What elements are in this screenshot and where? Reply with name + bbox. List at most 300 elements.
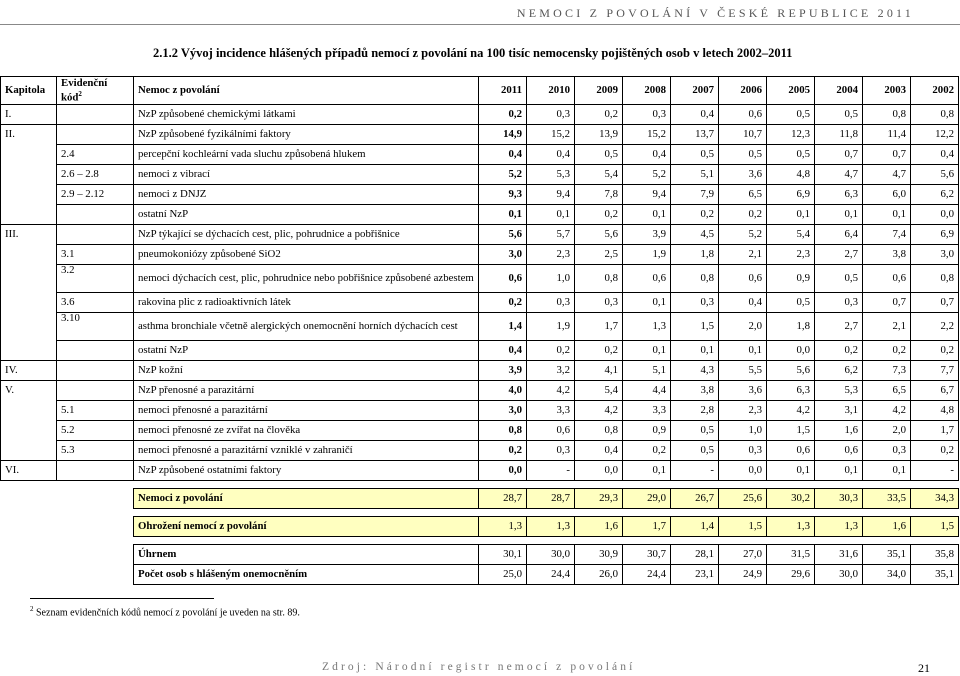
- spacer-cell: [1, 481, 959, 489]
- table-row: [1, 421, 959, 441]
- value-cell: 12,2: [911, 125, 959, 145]
- value-cell: 0,6: [719, 105, 767, 125]
- spacer-row: [1, 509, 959, 517]
- blank-cell: [1, 489, 134, 509]
- summary-value-cell: 30,2: [767, 489, 815, 509]
- table-body: [1, 77, 959, 585]
- kod-cell: 2.9 – 2.12: [57, 185, 134, 205]
- value-cell: 2,0: [863, 421, 911, 441]
- col-year: 2010: [527, 77, 575, 105]
- value-cell: 0,1: [863, 205, 911, 225]
- table-row: [1, 361, 959, 381]
- kapitola-cell: VI.: [1, 461, 57, 481]
- total-row: [1, 545, 959, 565]
- kapitola-cell: [1, 145, 57, 165]
- value-cell: 1,7: [911, 421, 959, 441]
- total-value-cell: 27,0: [719, 545, 767, 565]
- value-cell: 2,3: [767, 245, 815, 265]
- value-cell: 3,0: [479, 245, 527, 265]
- summary-value-cell: 1,4: [671, 517, 719, 537]
- value-cell: 5,2: [479, 165, 527, 185]
- kod-cell: 3.2: [57, 265, 134, 293]
- spacer-cell: [1, 509, 959, 517]
- page-number: 21: [918, 661, 930, 675]
- summary-name-cell: Ohrožení nemocí z povolání: [134, 517, 479, 537]
- total-value-cell: 24,4: [623, 565, 671, 585]
- value-cell: 6,4: [815, 225, 863, 245]
- value-cell: 0,4: [527, 145, 575, 165]
- value-cell: 4,1: [575, 361, 623, 381]
- value-cell: 0,7: [863, 145, 911, 165]
- summary-value-cell: 29,0: [623, 489, 671, 509]
- value-cell: 6,7: [911, 381, 959, 401]
- value-cell: 0,8: [911, 265, 959, 293]
- table-row: [1, 165, 959, 185]
- value-cell: 0,8: [575, 265, 623, 293]
- value-cell: 0,1: [767, 461, 815, 481]
- total-value-cell: 35,1: [863, 545, 911, 565]
- value-cell: 0,2: [527, 341, 575, 361]
- summary-value-cell: 1,3: [815, 517, 863, 537]
- table-row: [1, 441, 959, 461]
- total-value-cell: 35,1: [911, 565, 959, 585]
- kod-cell: [57, 105, 134, 125]
- header-row: [1, 77, 959, 105]
- nemoc-cell: NzP způsobené chemickými látkami: [134, 105, 479, 125]
- total-name-cell: Počet osob s hlášeným onemocněním: [134, 565, 479, 585]
- table-row: [1, 401, 959, 421]
- value-cell: 0,1: [623, 205, 671, 225]
- summary-name-cell: Nemoci z povolání: [134, 489, 479, 509]
- col-year: 2007: [671, 77, 719, 105]
- value-cell: 1,4: [479, 313, 527, 341]
- value-cell: 0,2: [479, 441, 527, 461]
- value-cell: 0,1: [623, 461, 671, 481]
- value-cell: 3,6: [719, 381, 767, 401]
- kod-cell: [57, 381, 134, 401]
- nemoc-cell: nemoci přenosné ze zvířat na člověka: [134, 421, 479, 441]
- value-cell: 0,6: [863, 265, 911, 293]
- summary-value-cell: 1,6: [575, 517, 623, 537]
- summary-value-cell: 1,3: [527, 517, 575, 537]
- value-cell: 0,8: [863, 105, 911, 125]
- col-evidencni-kod-sup: 2: [78, 89, 82, 98]
- value-cell: 0,5: [719, 145, 767, 165]
- value-cell: 3,9: [623, 225, 671, 245]
- value-cell: 0,0: [719, 461, 767, 481]
- value-cell: 1,0: [527, 265, 575, 293]
- value-cell: 0,1: [623, 293, 671, 313]
- kapitola-cell: [1, 341, 57, 361]
- value-cell: 0,9: [767, 265, 815, 293]
- col-year: 2006: [719, 77, 767, 105]
- value-cell: 15,2: [623, 125, 671, 145]
- value-cell: 0,8: [911, 105, 959, 125]
- kapitola-cell: [1, 245, 57, 265]
- value-cell: 0,4: [479, 341, 527, 361]
- value-cell: 0,1: [815, 461, 863, 481]
- value-cell: 5,5: [719, 361, 767, 381]
- value-cell: 4,5: [671, 225, 719, 245]
- value-cell: 0,2: [575, 105, 623, 125]
- value-cell: 0,1: [767, 205, 815, 225]
- value-cell: -: [527, 461, 575, 481]
- value-cell: 4,3: [671, 361, 719, 381]
- value-cell: 6,3: [815, 185, 863, 205]
- value-cell: 0,4: [479, 145, 527, 165]
- value-cell: 12,3: [767, 125, 815, 145]
- value-cell: 6,3: [767, 381, 815, 401]
- value-cell: 5,1: [623, 361, 671, 381]
- value-cell: 0,3: [719, 441, 767, 461]
- kapitola-cell: [1, 313, 57, 341]
- value-cell: 0,6: [479, 265, 527, 293]
- value-cell: 9,4: [623, 185, 671, 205]
- blank-cell: [1, 545, 134, 565]
- value-cell: 6,2: [815, 361, 863, 381]
- value-cell: 1,0: [719, 421, 767, 441]
- value-cell: 4,2: [767, 401, 815, 421]
- footnote-text: Seznam evidenčních kódů nemocí z povolání je uveden na str. 89.: [36, 607, 300, 619]
- value-cell: 0,5: [671, 421, 719, 441]
- value-cell: 0,9: [623, 421, 671, 441]
- value-cell: 0,1: [815, 205, 863, 225]
- value-cell: 3,6: [719, 165, 767, 185]
- value-cell: 0,4: [575, 441, 623, 461]
- kapitola-cell: IV.: [1, 361, 57, 381]
- summary-row: [1, 489, 959, 509]
- value-cell: 4,0: [479, 381, 527, 401]
- summary-value-cell: 1,5: [719, 517, 767, 537]
- value-cell: 1,8: [671, 245, 719, 265]
- value-cell: 0,2: [815, 341, 863, 361]
- value-cell: 7,3: [863, 361, 911, 381]
- value-cell: 2,3: [527, 245, 575, 265]
- summary-value-cell: 28,7: [479, 489, 527, 509]
- nemoc-cell: percepční kochleární vada sluchu způsobená hlukem: [134, 145, 479, 165]
- value-cell: 6,5: [863, 381, 911, 401]
- kapitola-cell: [1, 165, 57, 185]
- value-cell: 0,0: [479, 461, 527, 481]
- total-value-cell: 31,6: [815, 545, 863, 565]
- table-row: [1, 125, 959, 145]
- kapitola-cell: [1, 401, 57, 421]
- value-cell: 0,1: [863, 461, 911, 481]
- col-year: 2003: [863, 77, 911, 105]
- col-year: 2005: [767, 77, 815, 105]
- value-cell: 0,5: [815, 105, 863, 125]
- value-cell: 3,3: [527, 401, 575, 421]
- value-cell: 4,8: [911, 401, 959, 421]
- kod-cell: 3.6: [57, 293, 134, 313]
- value-cell: 0,1: [479, 205, 527, 225]
- value-cell: 0,6: [767, 441, 815, 461]
- value-cell: 0,5: [815, 265, 863, 293]
- kapitola-cell: III.: [1, 225, 57, 245]
- total-name-cell: Úhrnem: [134, 545, 479, 565]
- col-evidencni-kod: [57, 77, 134, 105]
- summary-value-cell: 30,3: [815, 489, 863, 509]
- value-cell: 5,4: [575, 165, 623, 185]
- value-cell: 0,7: [815, 145, 863, 165]
- value-cell: 1,6: [815, 421, 863, 441]
- table-row: [1, 245, 959, 265]
- header-rule: [0, 24, 960, 25]
- value-cell: 0,6: [719, 265, 767, 293]
- kapitola-cell: [1, 205, 57, 225]
- kapitola-cell: [1, 265, 57, 293]
- value-cell: 0,2: [863, 341, 911, 361]
- table-row: [1, 265, 959, 293]
- table-row: [1, 461, 959, 481]
- kod-cell: 5.3: [57, 441, 134, 461]
- summary-value-cell: 1,7: [623, 517, 671, 537]
- nemoc-cell: NzP týkající se dýchacích cest, plic, pohrudnice a pobřišnice: [134, 225, 479, 245]
- table-row: [1, 341, 959, 361]
- value-cell: 0,2: [479, 105, 527, 125]
- kapitola-cell: II.: [1, 125, 57, 145]
- total-value-cell: 25,0: [479, 565, 527, 585]
- kod-cell: [57, 361, 134, 381]
- value-cell: 5,2: [623, 165, 671, 185]
- value-cell: 4,7: [815, 165, 863, 185]
- summary-value-cell: 34,3: [911, 489, 959, 509]
- value-cell: 5,6: [479, 225, 527, 245]
- footnote-rule: [30, 598, 214, 599]
- value-cell: 0,3: [527, 441, 575, 461]
- value-cell: 9,3: [479, 185, 527, 205]
- table-row: [1, 225, 959, 245]
- value-cell: 5,7: [527, 225, 575, 245]
- summary-value-cell: 33,5: [863, 489, 911, 509]
- value-cell: 2,8: [671, 401, 719, 421]
- value-cell: 3,0: [479, 401, 527, 421]
- value-cell: 5,3: [815, 381, 863, 401]
- value-cell: 4,2: [527, 381, 575, 401]
- value-cell: 0,5: [671, 441, 719, 461]
- source-footer: Zdroj: Národní registr nemocí z povolání: [322, 661, 636, 673]
- value-cell: 6,2: [911, 185, 959, 205]
- value-cell: 0,6: [527, 421, 575, 441]
- value-cell: 2,5: [575, 245, 623, 265]
- value-cell: 5,4: [767, 225, 815, 245]
- value-cell: 6,9: [911, 225, 959, 245]
- value-cell: 0,5: [767, 293, 815, 313]
- value-cell: 0,2: [479, 293, 527, 313]
- value-cell: 6,0: [863, 185, 911, 205]
- nemoc-cell: rakovina plic z radioaktivních látek: [134, 293, 479, 313]
- value-cell: -: [911, 461, 959, 481]
- value-cell: 13,9: [575, 125, 623, 145]
- value-cell: 1,8: [767, 313, 815, 341]
- total-value-cell: 30,1: [479, 545, 527, 565]
- value-cell: 4,2: [575, 401, 623, 421]
- value-cell: 6,5: [719, 185, 767, 205]
- value-cell: 0,8: [479, 421, 527, 441]
- value-cell: 1,9: [623, 245, 671, 265]
- value-cell: 7,9: [671, 185, 719, 205]
- col-kapitola: Kapitola: [1, 77, 57, 105]
- value-cell: 15,2: [527, 125, 575, 145]
- value-cell: 7,4: [863, 225, 911, 245]
- value-cell: 0,3: [527, 293, 575, 313]
- col-year: 2008: [623, 77, 671, 105]
- value-cell: 11,8: [815, 125, 863, 145]
- value-cell: 14,9: [479, 125, 527, 145]
- kod-cell: 3.10: [57, 313, 134, 341]
- nemoc-cell: ostatní NzP: [134, 341, 479, 361]
- value-cell: 0,4: [911, 145, 959, 165]
- value-cell: 0,8: [671, 265, 719, 293]
- value-cell: 0,2: [623, 441, 671, 461]
- col-nemoc: Nemoc z povolání: [134, 77, 479, 105]
- kapitola-cell: [1, 185, 57, 205]
- value-cell: 5,6: [767, 361, 815, 381]
- summary-value-cell: 1,3: [479, 517, 527, 537]
- col-year: 2011: [479, 77, 527, 105]
- total-value-cell: 30,0: [815, 565, 863, 585]
- value-cell: 9,4: [527, 185, 575, 205]
- value-cell: 0,2: [575, 341, 623, 361]
- kapitola-cell: I.: [1, 105, 57, 125]
- value-cell: 0,4: [719, 293, 767, 313]
- value-cell: 1,3: [623, 313, 671, 341]
- value-cell: 0,6: [815, 441, 863, 461]
- nemoc-cell: pneumokoniózy způsobené SiO2: [134, 245, 479, 265]
- value-cell: 5,3: [527, 165, 575, 185]
- table-row: [1, 185, 959, 205]
- value-cell: 11,4: [863, 125, 911, 145]
- value-cell: 4,2: [863, 401, 911, 421]
- value-cell: 0,1: [527, 205, 575, 225]
- col-year: 2009: [575, 77, 623, 105]
- value-cell: 0,3: [623, 105, 671, 125]
- value-cell: 0,5: [575, 145, 623, 165]
- kod-cell: [57, 225, 134, 245]
- value-cell: 0,2: [911, 441, 959, 461]
- value-cell: 5,2: [719, 225, 767, 245]
- summary-value-cell: 29,3: [575, 489, 623, 509]
- value-cell: 3,1: [815, 401, 863, 421]
- col-evidencni-kod-label: Evidenční kód: [61, 76, 108, 104]
- value-cell: 3,2: [527, 361, 575, 381]
- value-cell: 0,5: [767, 105, 815, 125]
- value-cell: 4,7: [863, 165, 911, 185]
- total-value-cell: 30,9: [575, 545, 623, 565]
- summary-value-cell: 1,6: [863, 517, 911, 537]
- footnote-sup: 2: [30, 605, 34, 613]
- kod-cell: 2.6 – 2.8: [57, 165, 134, 185]
- value-cell: 0,7: [863, 293, 911, 313]
- value-cell: 0,5: [671, 145, 719, 165]
- value-cell: 5,4: [575, 381, 623, 401]
- total-value-cell: 23,1: [671, 565, 719, 585]
- value-cell: 2,7: [815, 245, 863, 265]
- nemoc-cell: NzP kožní: [134, 361, 479, 381]
- value-cell: 2,0: [719, 313, 767, 341]
- nemoc-cell: ostatní NzP: [134, 205, 479, 225]
- kapitola-cell: V.: [1, 381, 57, 401]
- value-cell: 0,1: [719, 341, 767, 361]
- value-cell: 0,1: [671, 341, 719, 361]
- value-cell: 2,1: [863, 313, 911, 341]
- value-cell: 7,8: [575, 185, 623, 205]
- value-cell: 6,9: [767, 185, 815, 205]
- value-cell: 7,7: [911, 361, 959, 381]
- total-value-cell: 34,0: [863, 565, 911, 585]
- value-cell: 2,7: [815, 313, 863, 341]
- kapitola-cell: [1, 421, 57, 441]
- value-cell: 3,8: [671, 381, 719, 401]
- value-cell: 0,0: [575, 461, 623, 481]
- value-cell: 3,3: [623, 401, 671, 421]
- spacer-row: [1, 481, 959, 489]
- total-value-cell: 31,5: [767, 545, 815, 565]
- value-cell: 0,4: [671, 105, 719, 125]
- kod-cell: 2.4: [57, 145, 134, 165]
- value-cell: 1,9: [527, 313, 575, 341]
- kod-cell: [57, 205, 134, 225]
- summary-row: [1, 517, 959, 537]
- value-cell: 0,3: [815, 293, 863, 313]
- value-cell: 0,0: [911, 205, 959, 225]
- value-cell: 2,3: [719, 401, 767, 421]
- nemoc-cell: asthma bronchiale včetně alergických onemocnění horních dýchacích cest: [134, 313, 479, 341]
- value-cell: 3,9: [479, 361, 527, 381]
- kod-cell: [57, 341, 134, 361]
- value-cell: 3,0: [911, 245, 959, 265]
- blank-cell: [1, 517, 134, 537]
- table-row: [1, 293, 959, 313]
- kod-cell: 3.1: [57, 245, 134, 265]
- value-cell: -: [671, 461, 719, 481]
- summary-value-cell: 26,7: [671, 489, 719, 509]
- table-title: 2.1.2 Vývoj incidence hlášených případů nemocí z povolání na 100 tisíc nemocensky pojištěných osob v letech 2002–2011: [153, 46, 793, 60]
- kod-cell: [57, 125, 134, 145]
- footnote: [30, 605, 300, 618]
- nemoc-cell: nemoci přenosné a parazitární: [134, 401, 479, 421]
- nemoc-cell: NzP způsobené ostatními faktory: [134, 461, 479, 481]
- value-cell: 0,2: [575, 205, 623, 225]
- total-value-cell: 30,0: [527, 545, 575, 565]
- value-cell: 0,3: [863, 441, 911, 461]
- nemoc-cell: NzP přenosné a parazitární: [134, 381, 479, 401]
- table-row: [1, 145, 959, 165]
- value-cell: 1,5: [671, 313, 719, 341]
- value-cell: 0,7: [911, 293, 959, 313]
- total-value-cell: 24,4: [527, 565, 575, 585]
- value-cell: 0,2: [719, 205, 767, 225]
- value-cell: 0,5: [767, 145, 815, 165]
- table-row: [1, 205, 959, 225]
- value-cell: 3,8: [863, 245, 911, 265]
- kapitola-cell: [1, 441, 57, 461]
- value-cell: 4,8: [767, 165, 815, 185]
- value-cell: 5,6: [575, 225, 623, 245]
- value-cell: 0,2: [911, 341, 959, 361]
- value-cell: 1,7: [575, 313, 623, 341]
- value-cell: 2,2: [911, 313, 959, 341]
- nemoc-cell: nemoci přenosné a parazitární vzniklé v zahraničí: [134, 441, 479, 461]
- value-cell: 0,6: [623, 265, 671, 293]
- value-cell: 0,4: [623, 145, 671, 165]
- table-row: [1, 381, 959, 401]
- total-value-cell: 28,1: [671, 545, 719, 565]
- total-value-cell: 29,6: [767, 565, 815, 585]
- value-cell: 5,6: [911, 165, 959, 185]
- spacer-row: [1, 537, 959, 545]
- value-cell: 0,3: [527, 105, 575, 125]
